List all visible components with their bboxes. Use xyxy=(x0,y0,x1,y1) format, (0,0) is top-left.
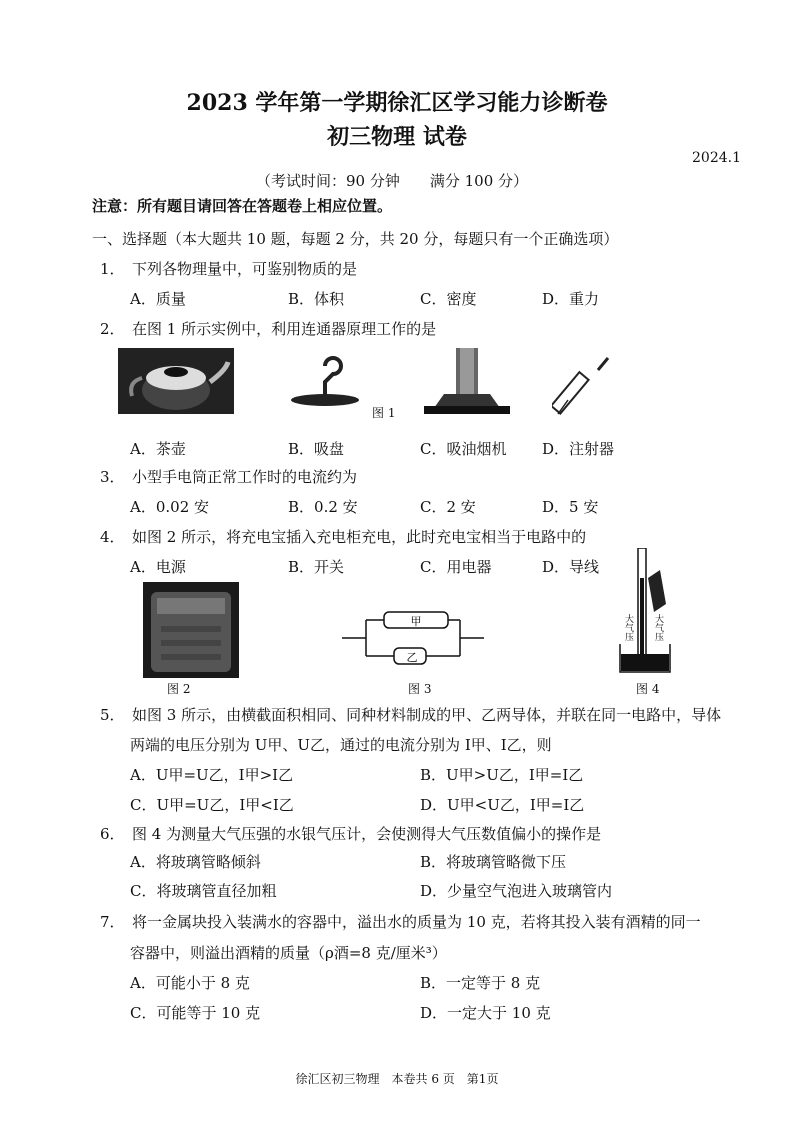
question-4-stem: 4． 如图 2 所示，将充电宝插入充电柜充电，此时充电宝相当于电路中的 xyxy=(100,528,587,546)
question-1-stem: 1． 下列各物理量中，可鉴别物质的是 xyxy=(100,260,358,278)
question-4-option-d: D．导线 xyxy=(542,558,600,576)
figure-1-caption: 图 1 xyxy=(372,406,396,420)
question-1-option-a: A．质量 xyxy=(130,290,186,308)
question-2-stem: 2． 在图 1 所示实例中，利用连通器原理工作的是 xyxy=(100,320,437,338)
conductor-b-label: 乙 xyxy=(406,651,418,664)
question-3-option-b: B．0.2 安 xyxy=(288,498,358,516)
question-6-stem: 6． 图 4 为测量大气压强的水银气压计，会使测得大气压数值偏小的操作是 xyxy=(100,825,602,843)
notice: 注意：所有题目请回答在答题卷上相应位置。 xyxy=(92,197,393,215)
question-5-option-d: D．U甲<U乙，I甲=I乙 xyxy=(420,796,585,814)
teapot-photo xyxy=(118,348,234,414)
figure-3-caption: 图 3 xyxy=(408,682,432,696)
question-3-option-d: D．5 安 xyxy=(542,498,599,516)
mercury-barometer-diagram xyxy=(614,548,676,678)
question-3-option-a: A．0.02 安 xyxy=(130,498,209,516)
question-3-option-c: C．2 安 xyxy=(420,498,476,516)
question-4-option-c: C．用电器 xyxy=(420,558,492,576)
question-6-option-c: C．将玻璃管直径加粗 xyxy=(130,882,277,900)
suction-cup-hook xyxy=(285,356,365,412)
exam-time: （考试时间：90 分钟 满分 100 分） xyxy=(256,172,529,190)
question-2-option-d: D．注射器 xyxy=(542,440,615,458)
figure-4-caption: 图 4 xyxy=(636,682,660,696)
figure-2-caption: 图 2 xyxy=(167,682,191,696)
parallel-circuit-diagram xyxy=(342,606,484,672)
question-7-option-a: A．可能小于 8 克 xyxy=(130,974,250,992)
question-1-option-b: B．体积 xyxy=(288,290,345,308)
conductor-a-label: 甲 xyxy=(410,615,422,628)
atmospheric-pressure-right-label: 大气压 xyxy=(653,614,663,641)
question-7-option-b: B．一定等于 8 克 xyxy=(420,974,541,992)
question-5-option-b: B．U甲>U乙，I甲=I乙 xyxy=(420,766,584,784)
range-hood xyxy=(420,348,512,420)
question-3-stem: 3． 小型手电筒正常工作时的电流约为 xyxy=(100,468,358,486)
exam-title: 2023 学年第一学期徐汇区学习能力诊断卷 xyxy=(186,90,608,116)
question-7-stem-line-2: 容器中，则溢出酒精的质量（ρ酒=8 克/厘米³） xyxy=(130,944,447,962)
question-2-option-b: B．吸盘 xyxy=(288,440,345,458)
question-2-option-c: C．吸油烟机 xyxy=(420,440,507,458)
question-5-stem-line-1: 5． 如图 3 所示，由横截面积相同、同种材料制成的甲、乙两导体，并联在同一电路中，导体 xyxy=(100,706,722,724)
question-5-option-a: A．U甲=U乙，I甲>I乙 xyxy=(130,766,294,784)
question-2-option-a: A．茶壶 xyxy=(130,440,186,458)
exam-subtitle: 初三物理 试卷 xyxy=(327,124,467,150)
question-7-option-c: C．可能等于 10 克 xyxy=(130,1004,261,1022)
question-1-option-d: D．重力 xyxy=(542,290,600,308)
question-6-option-b: B．将玻璃管略微下压 xyxy=(420,853,567,871)
question-5-option-c: C．U甲=U乙，I甲<I乙 xyxy=(130,796,294,814)
question-6-option-a: A．将玻璃管略倾斜 xyxy=(130,853,261,871)
question-7-option-d: D．一定大于 10 克 xyxy=(420,1004,551,1022)
page-footer: 徐汇区初三物理 本卷共 6 页 第1页 xyxy=(295,1072,499,1086)
atmospheric-pressure-left-label: 大气压 xyxy=(623,614,633,641)
charging-cabinet-photo xyxy=(143,582,239,678)
section-1-heading: 一、选择题（本大题共 10 题，每题 2 分，共 20 分，每题只有一个正确选项） xyxy=(92,230,619,248)
syringe xyxy=(552,356,612,420)
question-4-option-b: B．开关 xyxy=(288,558,345,576)
question-1-option-c: C．密度 xyxy=(420,290,477,308)
exam-date: 2024.1 xyxy=(692,150,741,166)
question-7-stem-line-1: 7． 将一金属块投入装满水的容器中，溢出水的质量为 10 克，若将其投入装有酒精的同一 xyxy=(100,913,701,931)
question-5-stem-line-2: 两端的电压分别为 U甲、U乙，通过的电流分别为 I甲、I乙，则 xyxy=(130,736,552,754)
question-6-option-d: D．少量空气泡进入玻璃管内 xyxy=(420,882,613,900)
question-4-option-a: A．电源 xyxy=(130,558,186,576)
